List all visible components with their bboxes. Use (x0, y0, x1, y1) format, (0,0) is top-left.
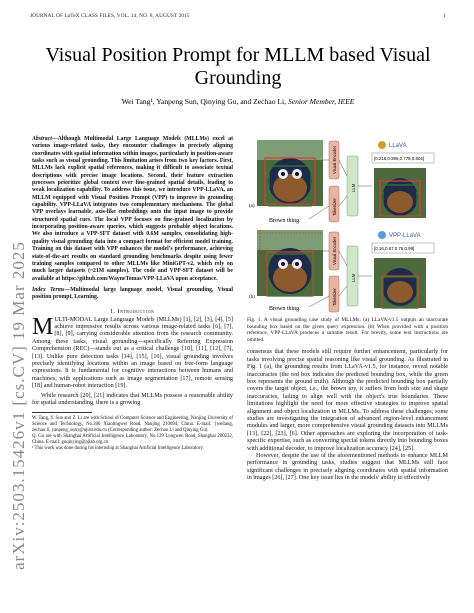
panel-a-model-name: LLaVA (389, 143, 407, 149)
panel-a-llm-label: LLM (351, 183, 356, 192)
abstract-lead: Abstract (32, 136, 52, 142)
paper-title: Visual Position Prompt for MLLM based Visual Grounding (45, 44, 431, 89)
abstract-text: —Although Multimodal Large Language Models (MLLMs) excel at various image-related tasks, they encounter challenges in precisely aligning coordinates with spatial information within images, particularly in position-aware tasks such as visual grounding. This limitation arises from two key factors. First, MLLMs lack explicit spatial references, making it difficult to associate textual descriptions with precise image locations. Second, their feature extraction processes prioritize global context over fine-grained spatial details, leading to weak localization capability. To address this issue, we introduce VPP-LLaVA, an MLLM equipped with Visual Position Prompt (VPP) to improve its grounding capability. VPP-LLaVA integrates two complementary mechanisms. The global VPP overlays learnable, axis-like embeddings onto the input image to provide structured spatial cues. The local VPP focuses on fine-grained localization by incorporating position-aware queries, which suggests probable object locations. We also introduce a VPP-SFT dataset with 0.6M samples, consolidating high-quality visual grounding data into a compact format for efficient model training. Training on this dataset with VPP enhances the model's performance, achieving state-of-the-art results on standard grounding benchmarks despite using fewer training samples compared to other MLLMs like MiniGPT-v2, which rely on much larger datasets (~21M samples). The code and VPP-SFT dataset will be available at https://github.com/WayneTomas/VPP-LLaVA upon acceptance. (32, 136, 233, 282)
index-terms-text: —Multimodal large language model, Visual grounding, Visual position prompt, Learning. (32, 286, 233, 301)
panel-a-tokenizer-label: Tokenizer (332, 198, 337, 216)
left-column (32, 136, 233, 452)
intro-paragraph-2: While research [20], [21] indicates that MLLMs possess a reasonable ability for spatial understanding, there is a growing (32, 392, 233, 407)
panel-a-prompt: Brown thing. (269, 218, 301, 224)
running-head-text: JOURNAL OF LaTeX CLASS FILES, VOL. 14, NO. 8, AUGUST 2015 (30, 13, 190, 19)
intro-text-1: ULTI-MODAL Large Language Models (MLLMs) [1], [2], [3], [4], [5] achieve impressive results across various image-related tasks [6], [7], [8], [9], carrying considerable attention from the research community. Among these tasks, visual grounding—specifically Referring Expression Comprehension (REC)—stands out as a critical challenge [10], [11], [12], [7], [13]. Unlike pure detection tasks [14], [15], [16], visual grounding involves precisely identifying locations within an image based on free-form language expressions. It is fundamental for cognitive interactions between humans and machines, with applications such as image segmentation [17], remote sensing [18] and human-robot interaction [19]. (32, 316, 233, 390)
arxiv-stamp: arXiv:2503.15426v1 [cs.CV] 19 Mar 2025 (9, 241, 28, 570)
figure-1-diagram (247, 136, 448, 314)
author-line (30, 97, 446, 106)
panel-b-model-badge (378, 231, 421, 239)
index-terms (32, 287, 233, 302)
section-heading: I. Introduction (110, 307, 155, 315)
panel-b-image (257, 230, 323, 296)
panel-a-output-coords: [0.218,0.396,0.778,0.804] (374, 156, 425, 161)
panel-b-llm-label: LLM (351, 273, 356, 282)
footnote-affiliation-2: Q. Gu are with Shanghai Artificial Intelligence Laboratory, No.129 Longwen Road, Shanghai 200232, China. E-mail: guqinying@pjlab.org.cn (32, 433, 233, 445)
panel-a-encoder-label: Visual Encoder (332, 145, 337, 174)
panel-b-output-coords: [0.16,0.67,0.76,0.98] (374, 246, 415, 251)
panel-b-encoder-label: Visual Encoder (332, 236, 337, 265)
abstract (32, 136, 233, 283)
running-head (30, 13, 446, 19)
author-membership: Senior Member, IEEE (287, 97, 355, 106)
panel-b-prompt: Brown thing. (269, 306, 301, 312)
author-names: Wei Tang¹, Yanpeng Sun, Qinying Gu, and Zechao Li, (121, 97, 288, 106)
intro-paragraph-3: However, despite the use of the aforementioned methods to enhance MLLM performance in grounding tasks, studies suggest that MLLMs still face significant challenges in precisely aligning coordinates with spatial information in images [26], [27]. One key issue lies in the models' ability to effectively (247, 453, 448, 482)
intro-continuation: consensus that these models still require further enhancement, particularly for tasks involving precise spatial reasoning like visual grounding. As illustrated in Fig. 1 (a), the grounding results from LLaVA-v1.5, for instance, reveal notable inaccuracies (the red box indicates the predicted bounding box, while the green box represents the ground truth). Although the predicted bounding box partially covers the target object, i.e., the brown toy, it suffers from both size and shape inaccuracies, failing to align well with the object's true boundaries. These limitations highlight the need for more effective strategies to improve spatial alignment and object localization in MLLMs. To address these challenges, some studies are investigating the integration of advanced region-level enhancement modules and larger, more comprehensive visual grounding datasets into MLLMs [13], [22], [23], [6]. Other approaches are exploring the incorporation of task-specific expertise, such as converting special tokens directly into bounding boxes with additional decoder, to improve localization accuracy [24], [25]. (247, 349, 448, 452)
panel-b-model-name: VPP-LLaVA (389, 233, 421, 239)
panel-b-tokenizer-label: Tokenizer (332, 288, 337, 306)
panel-a-result-image (374, 168, 426, 218)
footnote-affiliation-1: W. Tang, Y. Sun and Z. Li are with School of Computer Science and Engineering, Nanjing University of Science and Technology, No.200 Xiaolingwei Road, Nanjing 210094, China. E-mail: {weitang, zechao.li, yanpeng_sun}@njust.edu.cn (Corresponding author: Zechao Li and Qinying Gu) (32, 415, 233, 433)
drop-cap: M (32, 313, 54, 340)
index-terms-lead: Index Terms (32, 286, 65, 293)
intro-paragraph-1 (32, 313, 233, 391)
panel-a-image (257, 140, 323, 206)
right-column (247, 136, 448, 483)
page-number: 1 (443, 13, 446, 19)
footnote-rule (32, 412, 92, 413)
panel-a-label: (a) (249, 204, 255, 209)
figure-1 (247, 136, 448, 314)
panel-b-result-image (374, 258, 426, 308)
footnote-internship: ¹ This work was done during his internship at Shanghai Artificial Intelligence Laboratory. (32, 445, 204, 451)
panel-b-label: (b) (249, 295, 255, 300)
panel-a-model-badge (378, 141, 407, 149)
figure-1-caption: Fig. 1. A visual grounding case study of MLLMs: (a) LLaVA-v1.5 outputs an inaccurate bounding box based on the given query expression. (b) When provided with a position reference, VPP-LLaVA produces a suitable result. For brevity, some text instructions are omitted. (247, 317, 448, 343)
